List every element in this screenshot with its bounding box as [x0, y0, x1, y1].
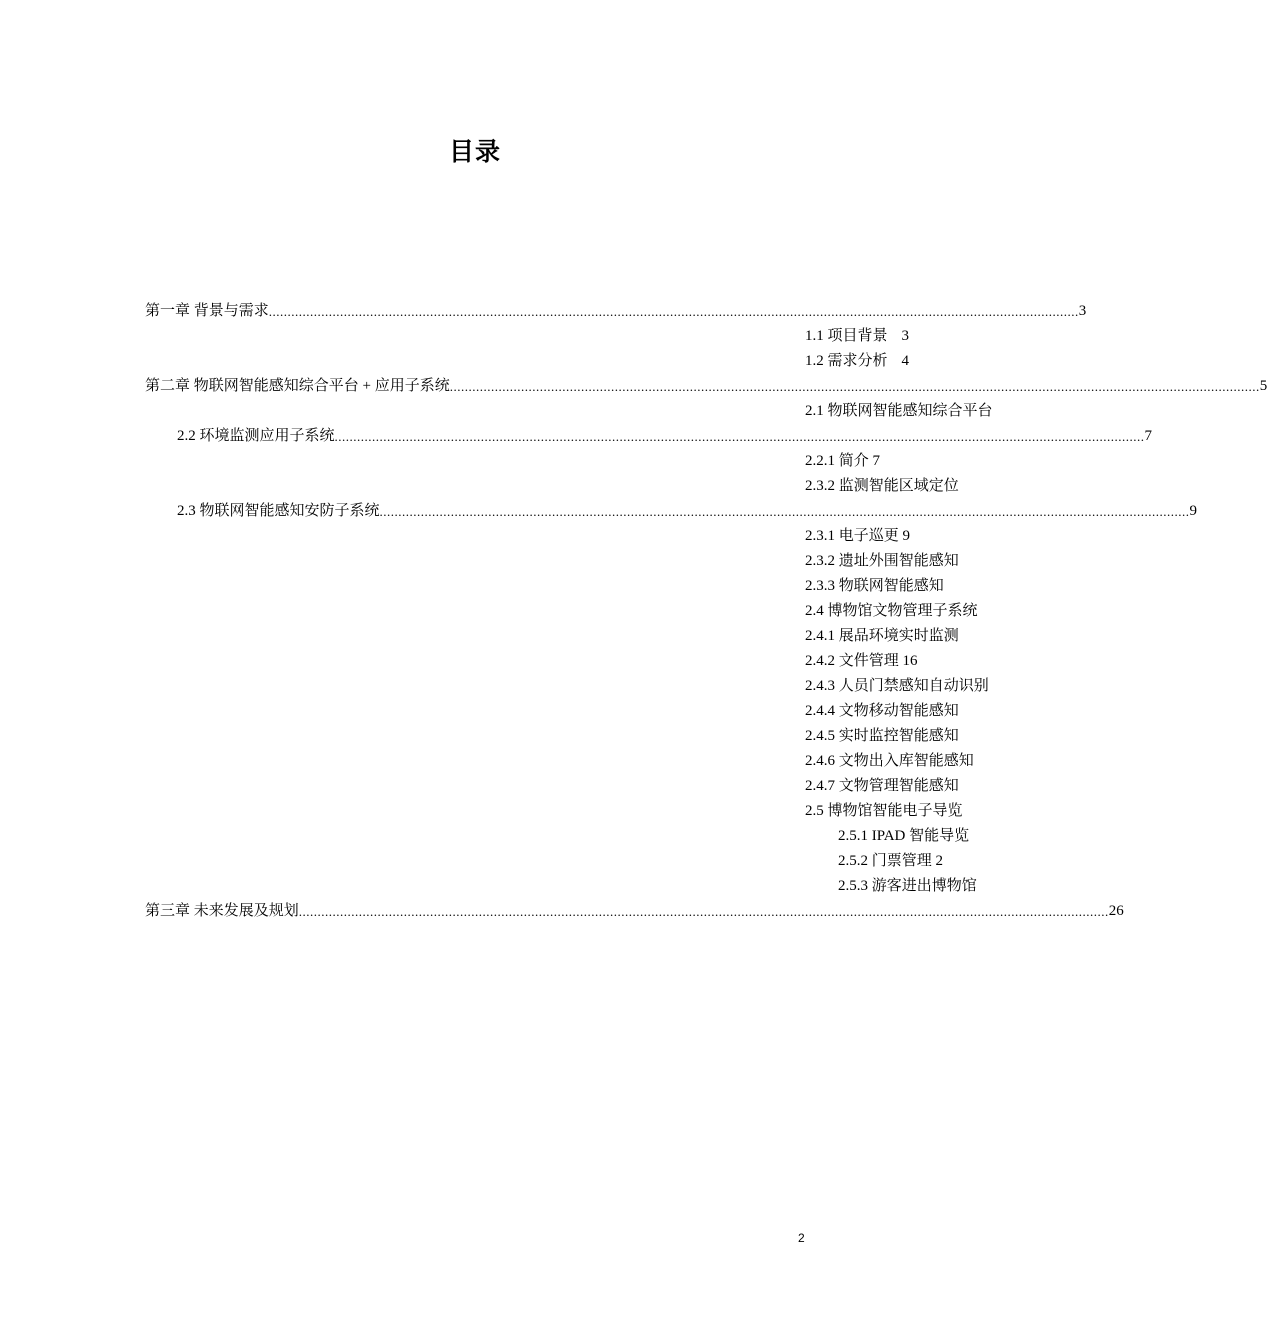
toc-entry-label: 2.3.2 遗址外围智能感知 — [805, 553, 959, 569]
toc-entry-page: 5 — [1259, 378, 1267, 394]
toc-entry-label: 第一章 背景与需求 — [145, 303, 269, 319]
toc-entry-2-4-6[interactable] — [0, 749, 974, 774]
toc-entry-label: 2.4.5 实时监控智能感知 — [805, 728, 959, 744]
toc-entry-label: 2.1 物联网智能感知综合平台 — [805, 403, 993, 419]
toc-entry-2-5[interactable] — [0, 799, 963, 824]
dot-leader: ........................................................................................................................................................................................................................ — [268, 304, 1079, 319]
page-number: 2 — [798, 1231, 805, 1245]
toc-entry-label: 2.5.1 IPAD 智能导览 — [838, 828, 970, 844]
toc-entry-2-3[interactable] — [0, 499, 1198, 524]
toc-entry-label: 2.5.2 门票管理 2 — [838, 853, 944, 869]
toc-entry-label: 2.2 环境监测应用子系统 — [177, 428, 335, 444]
toc-entry-2-3-3[interactable] — [0, 574, 950, 599]
toc-entry-label: 2.4.7 文物管理智能感知 — [805, 778, 959, 794]
toc-entry-page: 7 — [872, 453, 881, 469]
toc-entry-page: 26 — [1108, 903, 1124, 919]
dot-leader: ........................................................................................................................................................................................................................ — [449, 379, 1260, 394]
toc-entry-2-5-1[interactable] — [0, 824, 970, 849]
toc-entry-label: 2.5 博物馆智能电子导览 — [805, 803, 963, 819]
toc-entry-label: 2.5.3 游客进出博物馆 — [838, 878, 977, 894]
toc-entry-label: 第三章 未来发展及规划 — [145, 903, 299, 919]
toc-entry-label: 2.4.6 文物出入库智能感知 — [805, 753, 974, 769]
toc-entry-page: 9 — [902, 528, 911, 544]
toc-entry-2-5-3[interactable] — [0, 874, 977, 899]
toc-entry-label: 2.4.4 文物移动智能感知 — [805, 703, 959, 719]
toc-entry-label: 2.4 博物馆文物管理子系统 — [805, 603, 978, 619]
toc-entry-1-1[interactable] — [0, 324, 950, 349]
toc-entry-2-5-2[interactable] — [0, 849, 950, 874]
toc-entry-2-3-2[interactable] — [0, 549, 959, 574]
toc-entry-2-2-1[interactable] — [0, 449, 950, 474]
toc-entry-label: 第二章 物联网智能感知综合平台 + 应用子系统 — [145, 378, 450, 394]
toc-entry-chapter-1[interactable] — [0, 299, 1087, 324]
toc-entry-2-2[interactable] — [0, 424, 1153, 449]
toc-entry-2-4-7[interactable] — [0, 774, 959, 799]
toc-entry-2-4[interactable] — [0, 599, 978, 624]
toc-entry-1-2[interactable] — [0, 349, 950, 374]
toc-entry-label: 2.4.2 文件管理 — [805, 653, 899, 669]
toc-entry-2-1[interactable] — [0, 399, 993, 424]
toc-entry-2-4-5[interactable] — [0, 724, 959, 749]
toc-entry-label: 2.3.1 电子巡更 — [805, 528, 899, 544]
dot-leader: ........................................................................................................................................................................................................................ — [379, 504, 1190, 519]
toc-entry-label: 2.3.3 物联网智能感知 — [805, 578, 944, 594]
toc-entry-2-4-2[interactable] — [0, 649, 950, 674]
toc-entry-label: 2.4.3 人员门禁感知自动识别 — [805, 678, 989, 694]
dot-leader: ........................................................................................................................................................................................................................ — [298, 904, 1109, 919]
toc-entry-page: 4 — [901, 353, 910, 369]
toc-entry-page: 9 — [1189, 503, 1198, 519]
toc-entry-2-3-1[interactable] — [0, 524, 950, 549]
toc-entry-chapter-2[interactable] — [0, 374, 1267, 399]
toc-entry-page: 3 — [1078, 303, 1087, 319]
toc-entry-chapter-3[interactable] — [0, 899, 1124, 924]
toc-entry-2-3-2-zone[interactable] — [0, 474, 959, 499]
page-title: 目录 — [448, 137, 501, 166]
toc-entry-2-4-4[interactable] — [0, 699, 959, 724]
toc-entry-page: 16 — [902, 653, 918, 669]
toc-entry-label: 1.2 需求分析 — [805, 353, 888, 369]
table-of-contents — [0, 299, 1267, 924]
toc-entry-label: 2.3 物联网智能感知安防子系统 — [177, 503, 380, 519]
dot-leader: ........................................................................................................................................................................................................................ — [334, 429, 1145, 444]
toc-entry-2-4-3[interactable] — [0, 674, 989, 699]
toc-entry-label: 1.1 项目背景 — [805, 328, 888, 344]
toc-entry-label: 2.2.1 简介 — [805, 453, 869, 469]
toc-entry-2-4-1[interactable] — [0, 624, 959, 649]
toc-entry-label: 2.3.2 监测智能区域定位 — [805, 478, 959, 494]
toc-entry-page: 7 — [1144, 428, 1153, 444]
toc-entry-label: 2.4.1 展品环境实时监测 — [805, 628, 959, 644]
toc-entry-page: 3 — [901, 328, 910, 344]
